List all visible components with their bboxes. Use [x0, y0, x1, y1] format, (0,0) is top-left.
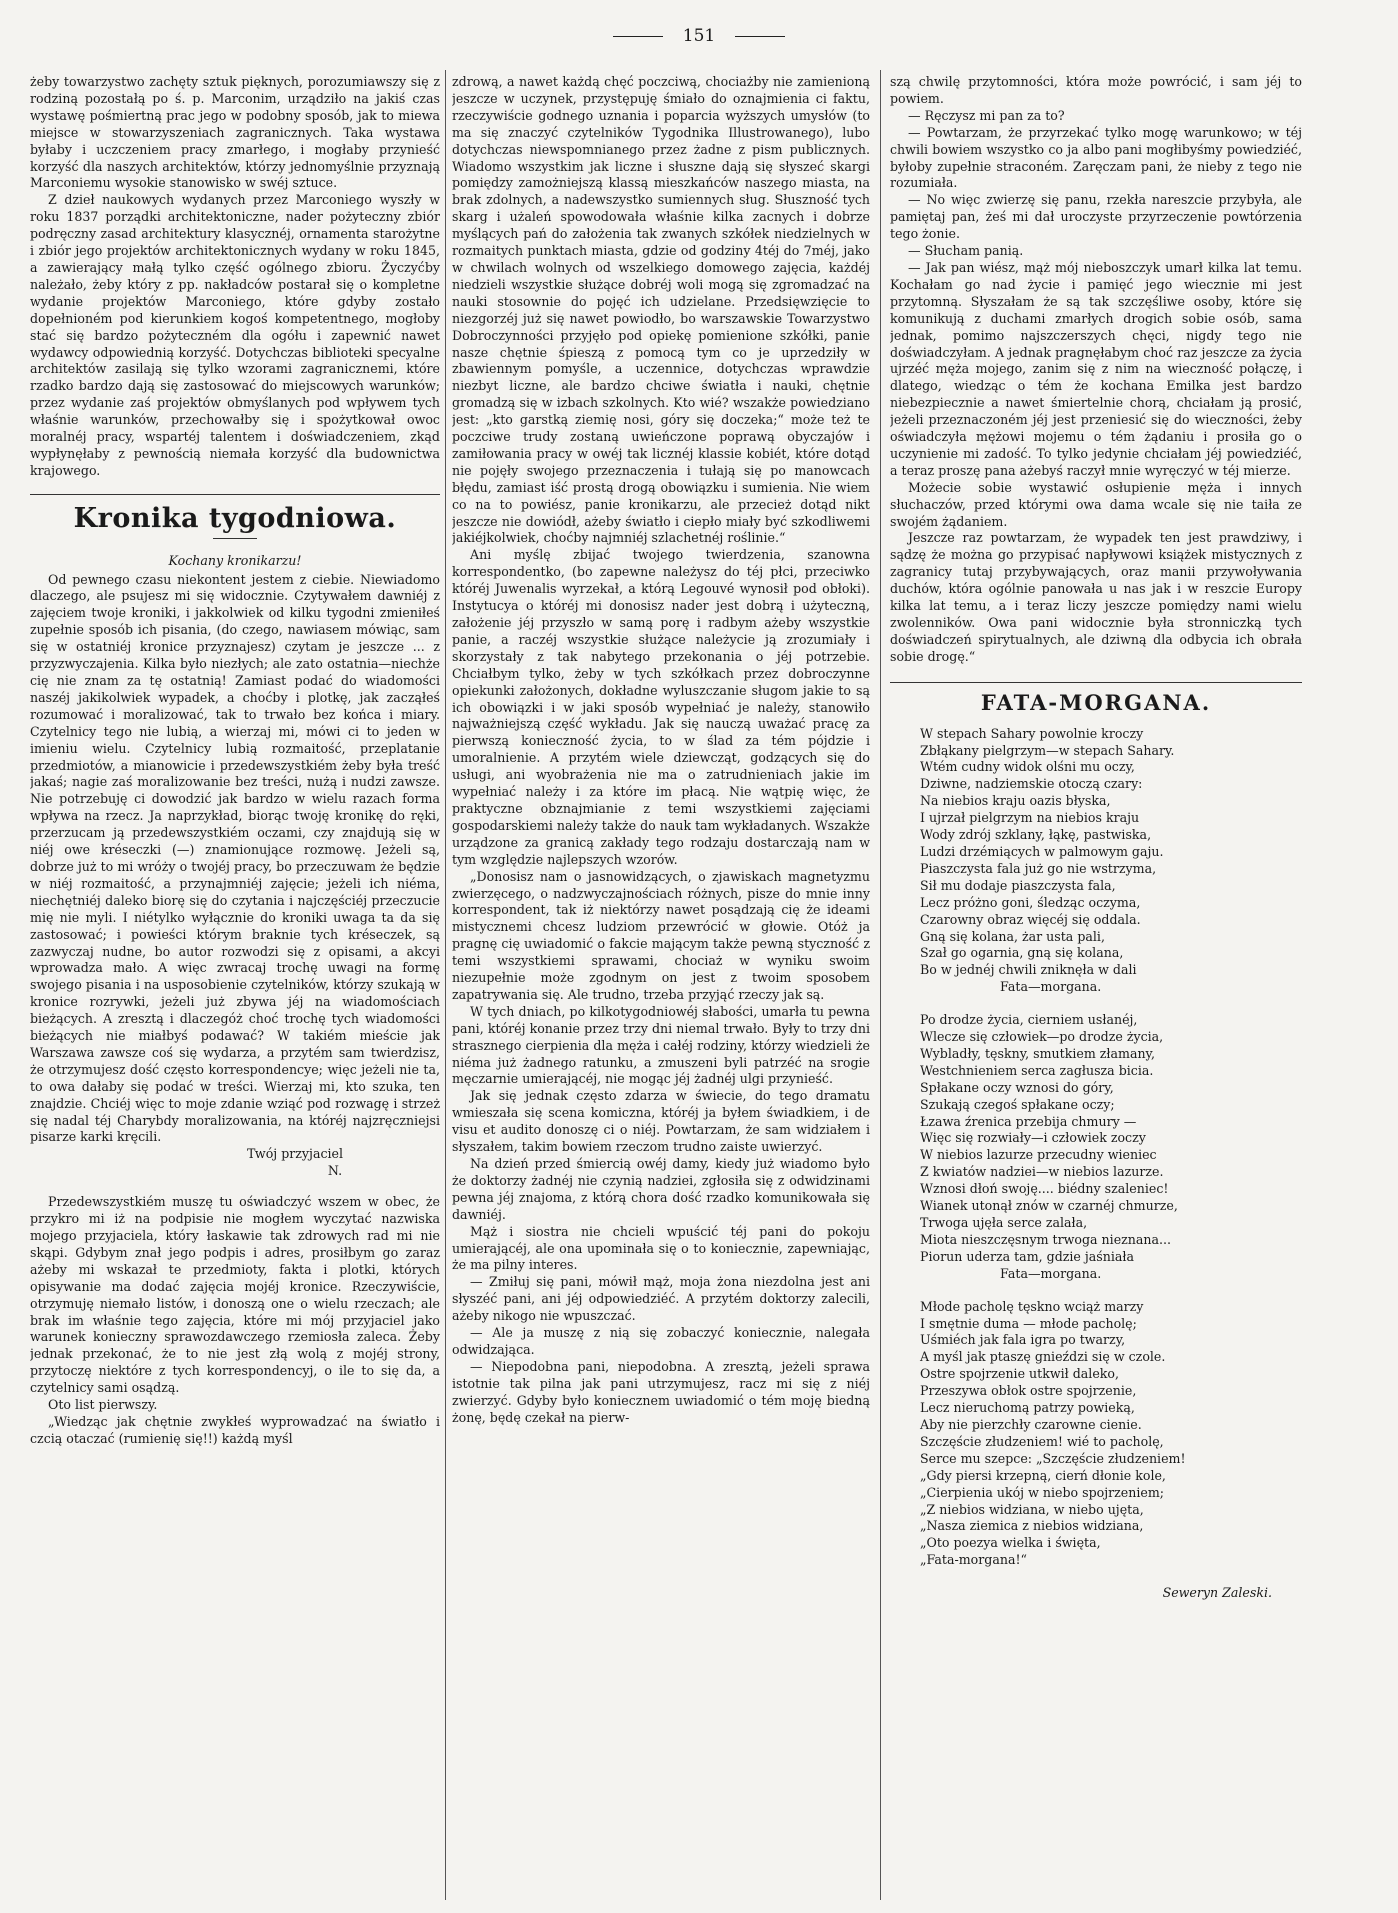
paragraph: żeby towarzystwo zachęty sztuk pięknych, porozumiawszy się z rodziną pozostałą po ś. p. Marconim, urządziło na jakiś czas wystawę pośmiertną prac jego w podobny sposób, jak to miewa miejsce w stowarzyszeniach zagranicznych. Taka wystawa byłaby i uczczeniem pracy zmarłego, i mogłaby przynieść korzyść dla naszych architektów, którzy jednomyślnie przyznają Marconiemu wysokie stanowisko w swéj sztuce.	[30, 74, 440, 191]
letter-signoff-line1: Twój przyjaciel	[246, 1146, 344, 1162]
paragraph: Przedewszystkiém muszę tu oświadczyć wszem w obec, że przykro mi iż na podpisie nie mogłem wyczytać nazwiska mojego przyjaciela, który łaskawie tak zdrowych rad mi nie skąpi. Gdybym znał jego podpis i adres, prosiłbym go zaraz ażeby mi wskazał te przedmioty, fakta i plotki, których opisywanie ma dodać zajęcia mojéj kronice. Rzeczywiście, otrzymuję niemało listów, i donoszą one o wielu rzeczach; ale brak im właśnie tego zajęcia, które mi mój przyjaciel jako warunek konieczny sprawozdawczego rzemiosła zaleca. Żeby jednak przekonać, że to nie jest złą wolą z mojéj strony, przytoczę niektóre z tych korrespondencyj, o ile to się da, a czytelnicy sami osądzą.	[30, 1194, 440, 1396]
poem-line: „Oto poezya wielka i święta,	[920, 1535, 1101, 1551]
poem-line: Szczęście złudzeniem! wié to pacholę,	[920, 1433, 1164, 1449]
poem-line: Westchnieniem serca zagłusza bicia.	[920, 1062, 1154, 1078]
poem-line: Fata—morgana.	[1000, 1265, 1102, 1281]
poem-line: Miota nieszczęsnym trwoga nieznana...	[920, 1231, 1172, 1247]
chronicle-response	[30, 1194, 440, 1448]
poem-line: Bo w jednéj chwili zniknęła w dali	[920, 962, 1137, 978]
poem-line: Lecz nieruchomą patrzy powieką,	[920, 1400, 1135, 1416]
poem-line: Szukają czegoś spłakane oczy;	[920, 1096, 1115, 1112]
poem-stanza	[920, 726, 1302, 997]
poem-line: Piaszczysta fala już go nie wstrzyma,	[920, 860, 1157, 876]
page-number: 151	[682, 26, 716, 46]
poem-line: I smętnie duma — młode pacholę;	[920, 1315, 1137, 1331]
section-divider	[30, 494, 440, 495]
paragraph: — No więc zwierzę się panu, rzekła nareszcie przybyła, ale pamiętaj pan, żeś mi dał uroczyste przyrzeczenie powtórzenia tego żonie.	[890, 192, 1302, 242]
poem-line: Sił mu dodaje piaszczysta fala,	[920, 877, 1116, 893]
poem-line: „Cierpienia ukój w niebo spojrzeniem;	[920, 1484, 1165, 1500]
paragraph: — Ręczysz mi pan za to?	[908, 107, 1065, 123]
paragraph: Ani myślę zbijać twojego twierdzenia, szanowna korrespondentko, (bo zapewne należysz do téj płci, przeciwko któréj Juwenalis wyrzekał, a którą Legouvé wynosił pod obłoki). Instytucya o któréj mi donosisz nader jest dobrą i użyteczną, założenie jéj przyszło w samą porę i radbym ażeby wszystkie panie, a raczéj wszystkie służące należycie ją zrozumiały i skorzystały z tak nabytego przekonania o jéj potrzebie. Chciałbym tylko, żeby w tych szkółkach przez dobroczynne opiekunki założonych, dokładne wyluszczanie sługom jakie to są ich obowiązki i w jaki sposób wypełniać je należy, stanowiło najważniejszą część wykładu. Jak się nauczą uważać pracę za pierwszą konieczność życia, to w ślad za tém pójdzie i umoralnienie. A przytém wiele dziewcząt, godzących się do usługi, ani wyobrażenia nie ma o zatrudnieniach jakie im wypełniać należy i za które im płacą. Nie wątpię więc, że praktyczne obznajmianie z temi wszystkiemi zajęciami gospodarskiemi należy także do nauk tam wykładanych. Wszakże urządzone za granicą zakłady tego rodzaju dostarczają nam w tym względzie najlepszych wzorów.	[452, 547, 870, 867]
title-rule	[213, 538, 257, 539]
paragraph: „Donosisz nam o jasnowidzących, o zjawiskach magnetyzmu zwierzęcego, o nadzwyczajnościach różnych, pisze do mnie inny korrespondent, tak iż niektórzy nawet posądzają cię że ideami mistycznemi chcesz ludziom przewrócić w głowie. Otóż ja pragnę cię uwiadomić o fakcie mającym także pewną styczność z temi wszystkiemi sprawami, chociaż w wyniku swoim niezupełnie może zgodnym on jest z twoim sposobem zapatrywania się. Ale trudno, trzeba przyjąć rzeczy jak są.	[452, 868, 870, 1002]
paragraph: Jak się jednak często zdarza w świecie, do tego dramatu wmieszała się scena komiczna, któréj ja byłem świadkiem, i de visu et audito donoszę ci o niéj. Powtarzam, że sam widziałem i słyszałem, takim bowiem rzeczom trudno zaiste uwierzyć.	[452, 1088, 870, 1155]
header-rule-right	[735, 36, 785, 37]
poem-line: Wianek utonął znów w czarnéj chmurze,	[920, 1198, 1178, 1214]
section-title: Kronika tygodniowa.	[73, 502, 397, 534]
poem-line: Fata—morgana.	[1000, 979, 1102, 995]
poem-line: Młode pacholę tęskno wciąż marzy	[920, 1298, 1144, 1314]
poem-line: Uśmiéch jak fala igra po twarzy,	[920, 1332, 1126, 1348]
paragraph: — Powtarzam, że przyrzekać tylko mogę warunkowo; w téj chwili bowiem wszystko co ja albo pani mogłibyśmy powiedziéć, byłoby zupełnie straconém. Zaręczam pani, że nieby z tego nie rozumiała.	[890, 124, 1302, 191]
poem-line: Piorun uderza tam, gdzie jaśniała	[920, 1248, 1134, 1264]
paragraph: — Niepodobna pani, niepodobna. A zresztą, jeżeli sprawa istotnie tak pilna jak pani utrzymujesz, racz mi się z niéj zwierzyć. Gdyby było koniecznem uwiadomić o tém moję biedną żonę, będę czekał na pierw-	[452, 1358, 870, 1425]
poem-title: FATA-MORGANA.	[980, 689, 1212, 715]
paragraph: — Ale ja muszę z nią się zobaczyć koniecznie, nalegała odwidzająca.	[452, 1325, 870, 1357]
poem-line: Trwoga ujęła serce zalała,	[920, 1215, 1088, 1230]
chronicle-continued	[452, 74, 870, 1427]
poem-line: Czarowny obraz więcéj się oddala.	[920, 911, 1141, 927]
poem-line: „Gdy piersi krzepną, cierń dłonie kole,	[920, 1467, 1166, 1483]
section-divider	[890, 682, 1302, 683]
poem-line: Łzawa źrenica przebija chmury —	[920, 1113, 1137, 1129]
poem-stanza	[920, 1299, 1302, 1570]
column-divider	[880, 70, 881, 1900]
poem-line: I ujrzał pielgrzym na niebios kraju	[920, 810, 1140, 826]
letter-salutation: Kochany kronikarzu!	[168, 552, 302, 568]
poem-line: Dziwne, nadziemskie otoczą czary:	[920, 776, 1143, 792]
poem-line: Wtém cudny widok olśni mu oczy,	[920, 759, 1135, 775]
poem-line: Po drodze życia, cierniem usłanéj,	[920, 1012, 1138, 1028]
poem-line: W stepach Sahary powolnie kroczy	[920, 725, 1144, 741]
column-3	[890, 74, 1302, 1894]
poem-line: Serce mu szepce: „Szczęście złudzeniem!	[920, 1450, 1186, 1466]
paragraph: W tych dniach, po kilkotygodniowéj słabości, umarła tu pewna pani, któréj konanie przez trzy dni niemal trwało. Były to trzy dni strasznego cierpienia dla męża i całéj rodziny, którzy wiedzieli że niéma już żadnego ratunku, a zmuszeni byli patrzéć na srogie męczarnie umierającéj, nie mogąc jéj żadnéj ulgi przynieść.	[452, 1003, 870, 1087]
poem-line: „Fata-morgana!“	[920, 1552, 1027, 1568]
poem-line: Szał go ogarnia, gną się kolana,	[920, 945, 1124, 961]
paragraph: Od pewnego czasu niekontent jestem z ciebie. Niewiadomo dlaczego, ale psujesz mi się widocznie. Czytywałem dawniéj z zajęciem twoje kroniki, i jakkolwiek od kilku tygodni zmieniłeś zupełnie sposób ich pisania, (do czego, nawiasem mówiąc, sam się w ostatniéj kronice przyznajesz) czytam je jeszcze ... z przyzwyczajenia. Kilka było niezłych; ale zato ostatnia—niechże cię nie znam za tę ostatnią! Zamiast podać do wiadomości naszéj jakikolwiek wypadek, a choćby i plotkę, jak zacząłeś rozumować i moralizować, tak to trwało bez końca i miary. Czytelnicy tego nie lubią, a wierzaj mi, mówi ci to jeden w imieniu wielu. Czytelnicy lubią rozmaitość, przeplatanie przedmiotów, a mianowicie i przedewszystkiém żeby była treść jakaś; nagie zaś moralizowanie bez treści, nużą i nudzi zawsze. Nie potrzebuję ci dowodzić jak bardzo w wielu razach forma wpływa na rzecz. Ja naprzykład, biorąc twoję kronikę do ręki, przerzucam ją przedewszystkiém oczami, czy znajdują się w niéj owe kréseczki (—) znamionujące rozmowę. Jeżeli są, dobrze już to mi wróży o twojéj pracy, bo przeczuwam że będzie w niéj rozmaitość, a przynajmniéj zajęcie; jeżeli ich niéma, niechętniéj daleko biorę się do czytania i najczęściéj przeczucie mię nie myli. I niétylko wyłącznie do kroniki uwaga ta da się zastosować; i powieści którym braknie tych kréseczek, są zazwyczaj nudne, bo autor rozwodzi się z opisami, a akcyi wprowadza mało. A więc zwracaj trochę uwagi na formę swojego pisania i na usposobienie czytelników, którzy szukają w kronice rozrywki, jeżeli już zbywa jéj na wiadomościach bieżących. A zresztą i dlaczegóż choć trochę tych wiadomości bieżących nie miałbyś podawać? W takiém mieście jak Warszawa zawsze coś się wydarza, a przytém sam twierdzisz, że otrzymujesz dość często korrespondencye; więc jeżeli nie ta, to owa dałaby się podać w treści. Wierzaj mi, kto szuka, ten znajdzie. Chciéj więc to moje zdanie wziąć pod rozwagę i strzeż się nadal téj Charybdy moralizowania, na któréj najzręczniejsi pisarze karki kręcili.	[30, 571, 440, 1145]
poem-line: W niebios lazurze przecudny wieniec	[920, 1147, 1157, 1163]
poem-line: Ostre spojrzenie utkwił daleko,	[920, 1366, 1120, 1382]
paragraph: — Zmiłuj się pani, mówił mąż, moja żona niezdolna jest ani słyszéć pani, ani jéj odpowiedziéć. A przytém doktorzy zalecili, ażeby nikogo nie wpuszczać.	[452, 1274, 870, 1324]
poem-line: Spłakane oczy wznosi do góry,	[920, 1079, 1114, 1095]
poem-line: Ludzi drzémiących w palmowym gaju.	[920, 843, 1164, 859]
poem-line: Przeszywa obłok ostre spojrzenie,	[920, 1383, 1137, 1399]
poem-line: Z kwiatów nadziei—w niebios lazurze.	[920, 1164, 1164, 1180]
paragraph: Z dzieł naukowych wydanych przez Marconiego wyszły w roku 1837 porządki architektoniczne, nader pożyteczny zbiór podręczny zasad architektury klasycznéj, ornamenta starożytne i zbiór jego projektów architektonicznych wydany w roku 1845, a zawierający małą tylko część ogólnego zbioru. Życzyćby należało, żeby który z pp. nakładców postarał się o kompletne wydanie projektów Marconiego, które gdyby zostało dopełnioném pod kierunkiem kogoś kompetentnego, mogłoby stać się bardzo pożyteczném dla ogółu i zapewnić nawet wydawcy odpowiednią korzyść. Dotychczas biblioteki specyalne architektów zasilają się tylko wzorami zagranicznemi, które rzadko bardzo dają się zastosować do miejscowych warunków; przez wydanie zaś projektów obmyślanych pod wpływem tych właśnie warunków, przechowałby się i spożytkował owoc moralnéj pracy, wspartéj talentem i doświadczeniem, zkąd wypłynęłaby z pewnością niemała korzyść dla budownictwa krajowego.	[30, 192, 440, 478]
poem-line: „Z niebios widziana, w niebo ujęta,	[920, 1501, 1144, 1517]
poem-line: Wznosi dłoń swoję.... biédny szaleniec!	[920, 1181, 1169, 1197]
paragraph: szą chwilę przytomności, która może powrócić, i sam jéj to powiem.	[890, 74, 1302, 106]
paragraph: Na dzień przed śmiercią owéj damy, kiedy już wiadomo było że doktorzy żadnéj nie czynią nadziei, zgłosiła się z odwidzinami pewna jéj znajoma, z którą chora dość rzadko komunikowała się dawniéj.	[452, 1156, 870, 1222]
poem-line: „Nasza ziemica z niebios widziana,	[920, 1518, 1144, 1534]
paragraph: — Słucham panią.	[908, 243, 1024, 259]
poem-line: Na niebios kraju oazis błyska,	[920, 793, 1111, 809]
poem-body	[890, 726, 1302, 1570]
poem-line: Więc się rozwiały—i człowiek zoczy	[920, 1130, 1146, 1146]
poem-line: Zbłąkany pielgrzym—w stepach Sahary.	[920, 742, 1175, 758]
paragraph: Jeszcze raz powtarzam, że wypadek ten jest prawdziwy, i sądzę że można go przypisać napływowi książek mistycznych z zagranicy tutaj przybywających, oraz manii przywoływania duchów, która ogólnie panowała u nas jak i w reszcie Europy kilka lat temu, a i teraz liczy jeszcze pomiędzy nami wielu zwolenników. Owa pani widocznie była stronniczką tych doświadczeń spirytualnych, ale dziwną dla odbycia ich obrała sobie drogę.“	[890, 530, 1302, 664]
letter-body	[30, 572, 440, 1147]
poem-author: Seweryn Zaleski.	[1162, 1585, 1272, 1601]
paragraph: Oto list pierwszy.	[48, 1397, 158, 1413]
column-1	[30, 74, 440, 1894]
header-rule-left	[613, 36, 663, 37]
chronicle-end	[890, 74, 1302, 666]
paragraph: — Jak pan wiész, mąż mój nieboszczyk umarł kilka lat temu. Kochałam go nad życie i pamięć jego wiecznie mi jest przytomną. Słyszałam że są tak szczęśliwe osoby, które się komunikują z duchami zmarłych drogich sobie osób, sama jednak, pomimo najszczerszych chęci, nigdy tego nie doświadczyłam. A jednak pragnęłabym choć raz jeszcze za życia ujrzéć męża mojego, zanim się z nim na wieczność połączę, i dlatego, wiedząc o tém że kochana Emilka jest bardzo niebezpiecznie a nawet śmiertelnie chorą, chciałam ją prosić, jeżeli przeznaczoném jéj jest przeniesić się do wieczności, żeby oświadczyła mężowi mojemu o tém żądaniu i prosiła go o uczynienie mi zadość. To tylko jedynie chciałam jéj powiedziéć, a teraz proszę pana ażebyś raczył mnie wyręczyć w téj mierze.	[890, 259, 1302, 478]
paragraph: „Wiedząc jak chętnie zwykłeś wyprowadzać na światło i czcią otaczać (rumienię się!!) każdą myśl	[30, 1413, 440, 1446]
poem-line: Wybladły, tęskny, smutkiem złamany,	[920, 1045, 1156, 1061]
poem-stanza	[920, 1012, 1302, 1283]
column-2	[452, 74, 870, 1894]
column-divider	[445, 70, 446, 1900]
poem-line: A myśl jak ptaszę gnieździ się w czole.	[920, 1349, 1166, 1365]
poem-line: Lecz próżno goni, śledząc oczyma,	[920, 894, 1141, 910]
paragraph: Możecie sobie wystawić osłupienie męża i innych słuchaczów, przed którymi owa dama wcale się nie taiła ze swojém żądaniem.	[890, 479, 1302, 529]
letter-signoff-line2: N.	[327, 1163, 343, 1179]
paragraph: zdrową, a nawet każdą chęć poczciwą, chociażby nie zamienioną jeszcze w uczynek, przystępuję śmiało do oznajmienia ci faktu, rzeczywiście godnego uznania i poparcia wyższych umysłów (to ma się znaczyć czytelników Tygodnika Illustrowanego), lubo dotychczas niewspomnianego przez żadne z pism publicznych. Wiadomo wszystkim jak liczne i słuszne dają się słyszeć skargi pomiędzy zamożniejszą klassą mieszkańców naszego miasta, na brak zdolnych, a nadewszystko sumiennych sług. Słuszność tych skarg i użaleń spowodowała właśnie kilka zacnych i dobrze myślących pań do założenia tak zwanych szkółek niedzielnych w rozmaitych punktach miasta, gdzie od godziny 4téj do 7méj, jako w chwilach wolnych od wszelkiego domowego zajęcia, każdéj niedzieli wszystkie służące dobréj woli mogą się zgromadzać na nauki stosownie do pojęć ich udzielane. Przedsięwzięcie to niezgorzéj już się nawet powiodło, bo warszawskie Towarzystwo Dobroczynności przyjęło pod opiekę pomienione szkółki, panie nasze chętnie śpieszą z pomocą tym co je uprzedziły w zbawiennym pomyśle, a uczennice, dotychczas wprawdzie niezbyt liczne, ale bardzo chciwe światła i nauki, chętnie gromadzą się w izbach szkolnych. Kto wié? wszakże powiedziano jest: „kto garstką ziemię nosi, góry się doczeka;“ może też te poczciwe trudy zostaną uwieńczone poprawą obyczajów i zamiłowania pracy w owéj tak licznéj klassie kobiét, które dotąd nie pojęły swojego przeznaczenia i tułają się po manowcach błędu, zamiast iść prostą drogą obowiązku i sumienia. Nie wiem co na to powiész, panie kronikarzu, ale przecież dotąd nikt jeszcze nie dowiódł, ażeby światło i ciepło miały być szkodliwemi jakiéjkolwiek, choćby najmniéj szlachetnéj roślinie.“	[452, 74, 870, 546]
page-header	[0, 26, 1398, 46]
poem-line: Wody zdrój szklany, łąkę, pastwiska,	[920, 827, 1152, 843]
poem-line: Aby nie pierzchły czarowne cienie.	[920, 1416, 1142, 1432]
article-marconi	[30, 74, 440, 480]
poem-line: Wlecze się człowiek—po drodze życia,	[920, 1029, 1164, 1045]
paragraph: Mąż i siostra nie chcieli wpuścić téj pani do pokoju umierającéj, ale ona upominała się o to koniecznie, zapewniając, że ma pilny interes.	[452, 1223, 870, 1273]
poem-line: Gną się kolana, żar usta pali,	[920, 928, 1105, 944]
